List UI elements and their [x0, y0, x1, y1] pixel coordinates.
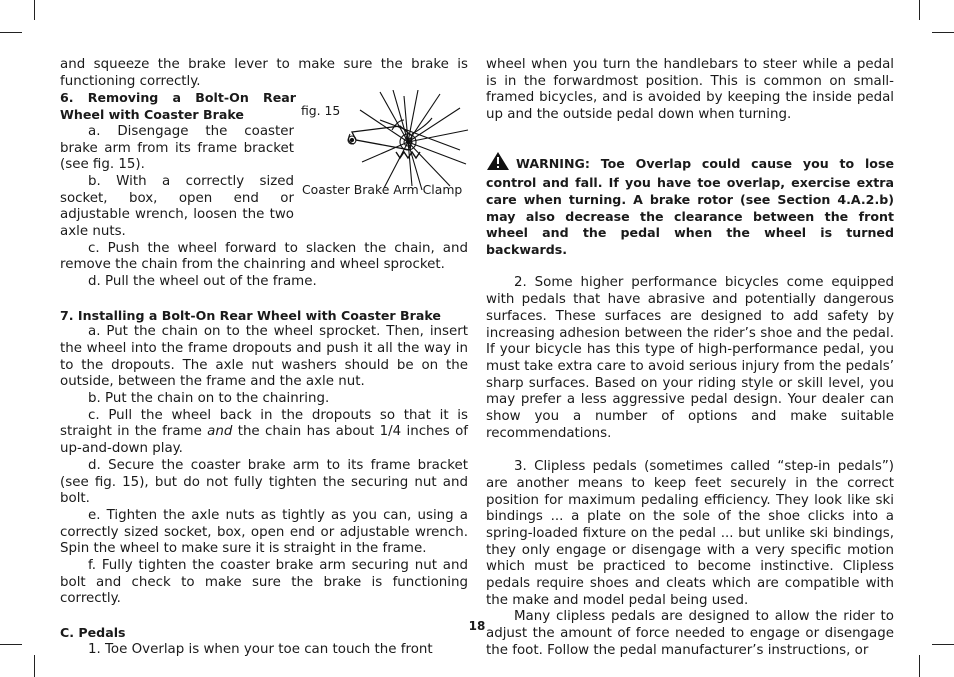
step-6b: [60, 174, 294, 241]
step-6a: a. Disengage the coaster brake arm from its frame bracket (see fig. 15).: [60, 123, 294, 173]
pedals-item-3: 3. Clipless pedals (sometimes called “step-in pedals”) are another means to keep feet securely in the correct position for maximum pedaling efficiency. They look like ski bindings ... a plate on the sole of the shoe clicks into a spring-loaded fixture on the pedal ... but unlike ski bindings, they only engage or disengage with a very specific motion which must be practiced to become instinctive. Clipless pedals require shoes and cleats which are compatible with the make and model pedal being used.: [486, 459, 894, 608]
right-column: [486, 57, 894, 660]
crop-mark: [932, 32, 954, 33]
step-7d: d. Secure the coaster brake arm to its frame bracket (see fig. 15), but do not fully tighten the securing nut and bolt.: [60, 457, 468, 507]
step-7e: e. Tighten the axle nuts as tightly as you can, using a correctly sized socket, box, open end or adjustable wrench. Spin the wheel to make sure it is straight in the frame.: [60, 507, 468, 557]
warning-text: WARNING: Toe Overlap could cause you to lose control and fall. If you have toe overlap, exercise extra care when turning. A brake rotor (see Section 4.A.2.b) may also decrease the clearance between the front wheel and the pedal when the wheel is turned backwards.: [486, 155, 894, 258]
crop-mark: [34, 0, 35, 20]
figure-label: fig. 15: [301, 103, 341, 118]
step-6c: c. Push the wheel forward to slacken the chain, and remove the chain from the chainring and wheel sprocket.: [60, 240, 468, 273]
step-7a: a. Put the chain on to the wheel sprocket. Then, insert the wheel into the frame dropouts and push it all the way in to the dropouts. The axle nut washers should be on the outside, between the frame and the axle nut.: [60, 324, 468, 390]
intro-paragraph: and squeeze the brake lever to make sure the brake is functioning correctly.: [60, 57, 468, 89]
crop-mark: [34, 655, 35, 677]
pedals-item-1: 1. Toe Overlap is when your toe can touch the front: [88, 641, 433, 657]
clipless-adjustment-paragraph: Many clipless pedals are designed to allow the rider to adjust the amount of force needed to engage or disengage the foot. Follow the pedal manufacturer’s instructions, or: [486, 609, 894, 658]
step-7c-text: c. Pull the wheel back in the dropouts so that it is straight in the frame: [60, 407, 468, 440]
step-6d: d. Pull the wheel out of the frame.: [88, 274, 317, 290]
toe-overlap-continued: wheel when you turn the handlebars to steer while a pedal is in the forwardmost position. This is common on small-framed bicycles, and is avoided by keeping the inside pedal up and the outside pedal down when turning.: [486, 57, 894, 123]
step-7c-emphasis: and: [207, 424, 233, 440]
section-heading-c: C. Pedals: [60, 624, 126, 640]
section-heading-7: 7. Installing a Bolt-On Rear Wheel with Coaster Brake: [60, 307, 441, 323]
crop-mark: [0, 644, 22, 645]
warning-triangle-icon: [486, 151, 510, 176]
crop-mark: [919, 655, 920, 677]
step-7c-text-end: the chain has about 1/4 inches of up-and-down play.: [60, 424, 469, 457]
step-6b-text: b. With a correctly sized socket, box, open end or adjustable wrench, loosen the two axle nuts.: [60, 173, 294, 240]
warning-paragraph: [486, 151, 894, 259]
step-7b: b. Put the chain on to the chainring.: [88, 391, 330, 407]
section-heading-6: 6. Removing a Bolt-On Rear Wheel with Coaster Brake: [60, 90, 296, 123]
pedals-item-2: 2. Some higher performance bicycles come equipped with pedals that have abrasive and potentially dangerous surfaces. These surfaces are designed to add safety by increasing adhesion between the rider’s shoe and the pedal. If your bicycle has this type of high-performance pedal, you must take extra care to avoid serious injury from the pedals’ sharp surfaces. Based on your riding style or skill level, you may prefer a less aggressive pedal design. Your dealer can show you a number of options and make suitable recommendations.: [486, 275, 894, 441]
step-7c: [60, 408, 468, 458]
figure-caption: Coaster Brake Arm Clamp: [302, 182, 463, 197]
crop-mark: [932, 644, 954, 645]
step-7f: f. Fully tighten the coaster brake arm securing nut and bolt and check to make sure the brake is functioning correctly.: [60, 558, 468, 607]
crop-mark: [0, 32, 22, 33]
figure-15: [300, 90, 470, 202]
crop-mark: [919, 0, 920, 20]
page-number: 18: [468, 619, 486, 633]
